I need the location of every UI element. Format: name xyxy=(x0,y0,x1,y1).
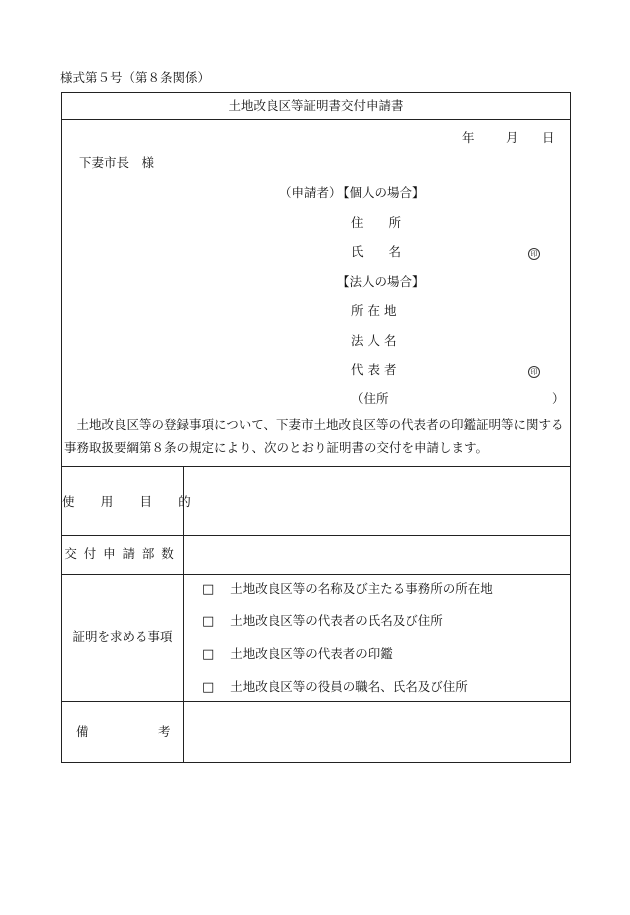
application-statement: 土地改良区等の登録事項について、下妻市土地改良区等の代表者の印鑑証明等に関する事務取扱要綱第８条の規定により、次のとおり証明書の交付を申請します。 xyxy=(64,417,564,455)
addressee: 下妻市長 様 xyxy=(79,155,155,170)
remarks-input-cell[interactable] xyxy=(184,702,570,762)
item-4-label: 土地改良区等の役員の職名、氏名及び住所 xyxy=(230,679,468,694)
title-divider xyxy=(62,119,570,120)
items-label: 証明を求める事項 xyxy=(72,629,173,644)
copies-label: 交付申請部数 xyxy=(64,546,181,561)
checkbox-icon[interactable]: □ xyxy=(202,614,215,629)
item-1-label: 土地改良区等の名称及び主たる事務所の所在地 xyxy=(230,581,493,596)
representative-label: 代 表 者 xyxy=(351,362,397,377)
checkbox-icon[interactable]: □ xyxy=(202,680,215,695)
form-reference-number: 様式第５号（第８条関係） xyxy=(60,70,211,85)
name-label: 氏 名 xyxy=(351,244,402,259)
remarks-label-right: 考 xyxy=(158,724,171,739)
seal-mark-individual: 印 xyxy=(528,246,540,260)
remarks-label-left: 備 xyxy=(76,724,89,739)
representative-address-close: ） xyxy=(552,391,565,406)
date-day-label: 日 xyxy=(542,130,555,145)
copies-input-cell[interactable] xyxy=(184,536,570,574)
applicant-label: （申請者） xyxy=(279,185,342,200)
checkbox-icon[interactable]: □ xyxy=(202,582,215,597)
checkbox-icon[interactable]: □ xyxy=(202,647,215,662)
item-2-label: 土地改良区等の代表者の氏名及び住所 xyxy=(230,613,443,628)
item-4[interactable] xyxy=(202,681,468,694)
purpose-input-cell[interactable] xyxy=(184,467,570,535)
item-3-label: 土地改良区等の代表者の印鑑 xyxy=(230,646,393,661)
corporate-case-heading: 【法人の場合】 xyxy=(337,274,425,289)
representative-address-open: （住所 xyxy=(351,391,389,406)
application-form-frame xyxy=(61,92,571,763)
form-title: 土地改良区等証明書交付申請書 xyxy=(228,98,404,113)
location-label: 所 在 地 xyxy=(351,303,397,318)
item-1[interactable] xyxy=(202,583,493,596)
date-year-label: 年 xyxy=(462,130,475,145)
date-month-label: 月 xyxy=(506,130,519,145)
address-label: 住 所 xyxy=(351,215,402,230)
copies-row-divider xyxy=(62,574,570,575)
corporate-name-label: 法 人 名 xyxy=(351,333,397,348)
item-2[interactable] xyxy=(202,615,443,628)
item-3[interactable] xyxy=(202,648,393,661)
individual-case-heading: 【個人の場合】 xyxy=(337,185,425,200)
purpose-label: 使 用 目 的 xyxy=(62,494,198,509)
seal-mark-representative: 印 xyxy=(528,364,540,378)
